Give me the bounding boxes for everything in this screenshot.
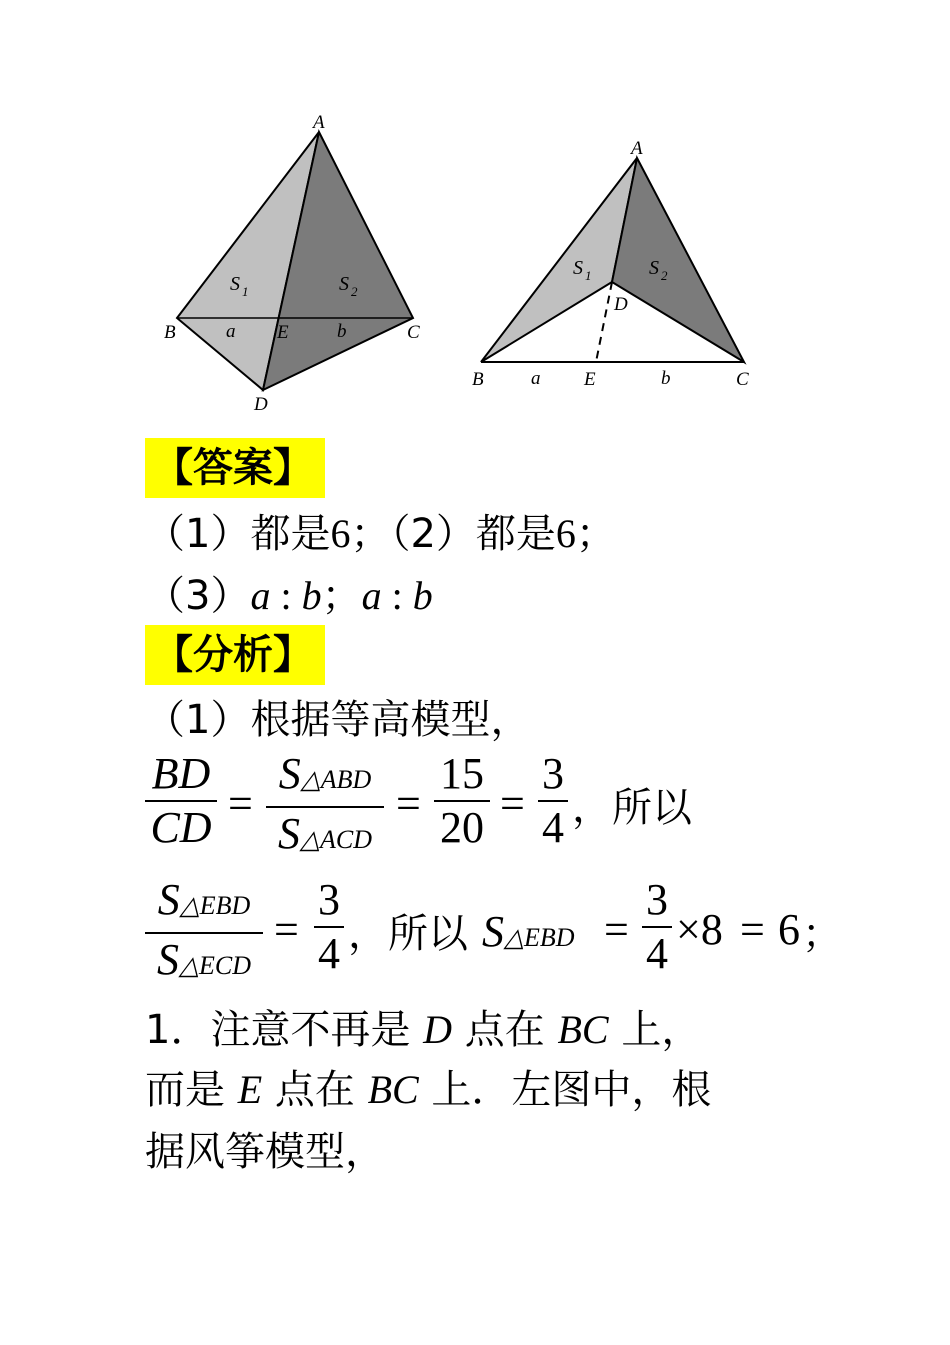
eq2-end: ； [802, 911, 842, 957]
ratio1-colon: : [270, 573, 302, 618]
analysis-line-1: （1）根据等高模型， [145, 697, 531, 743]
label-C: C [407, 322, 420, 343]
answer-heading: 【答案】 [145, 438, 325, 498]
eq1-equals-2: = [396, 779, 421, 828]
eq2-s: S [482, 907, 504, 956]
right-label-B: B [472, 369, 484, 390]
eq1-f2-den-sub: △ACD [300, 825, 372, 854]
answer-l1-v1: 6 [330, 511, 351, 556]
eq1-tail: ，所以 [572, 785, 692, 831]
dashed-segment-de [596, 282, 612, 362]
eq2-f1-den-sub: △ECD [179, 951, 251, 980]
l4-p1: 1．注意不再是 [145, 1007, 424, 1053]
analysis-line-6: 据风筝模型， [145, 1129, 385, 1175]
eq2-f3-den: 4 [646, 929, 668, 978]
answer-l1-v2: 6 [555, 511, 576, 556]
ratio2-b: b [412, 573, 433, 618]
label-a: a [226, 321, 236, 342]
eq2-f1-num-sub: △EBD [179, 891, 251, 920]
l4-p3: 上， [608, 1007, 702, 1053]
right-label-s2: S [649, 257, 659, 279]
eq2-frac-3-4-b [642, 874, 672, 980]
label-s2-sub: 2 [351, 284, 358, 299]
eq2-times-8: ×8 [676, 905, 723, 954]
l5-p1: 而是 [145, 1067, 238, 1113]
right-label-s1: S [573, 257, 583, 279]
eq2-equals-1: = [274, 905, 299, 954]
eq1-f3-num: 15 [440, 749, 484, 798]
analysis-heading: 【分析】 [145, 625, 325, 685]
eq2-f3-num: 3 [646, 875, 668, 924]
analysis-line-5 [145, 1062, 711, 1118]
eq1-f2-num-sub: △ABD [300, 765, 372, 794]
label-b: b [337, 321, 347, 342]
eq1-f2-num-s: S [278, 749, 301, 798]
eq2-equals-2: = [604, 905, 629, 954]
answer-line-2 [145, 568, 433, 624]
answer-l2-p1: （3） [145, 573, 251, 619]
answer-l1-p3: ； [575, 511, 616, 557]
l5-p3: 上．左图中，根 [418, 1067, 712, 1113]
l5-p2: 点在 [262, 1067, 368, 1113]
eq2-f2-num: 3 [318, 875, 340, 924]
eq1-f1-den: CD [150, 803, 212, 852]
right-label-b: b [661, 368, 671, 389]
right-label-A: A [631, 138, 643, 159]
eq2-frac-3-4 [314, 874, 344, 980]
ratio2-a: a [361, 573, 382, 618]
l4-D: D [423, 1007, 453, 1052]
eq2-result: 6 [778, 905, 800, 954]
label-A: A [313, 112, 325, 133]
ratio1-a: a [250, 573, 271, 618]
answer-l1-p2: ；（2）都是 [350, 511, 556, 557]
l4-p2: 点在 [452, 1007, 558, 1053]
eq2-equals-3: = [740, 905, 765, 954]
right-label-s2-sub: 2 [661, 268, 668, 283]
eq2-frac-area [145, 874, 263, 992]
eq2-s-sub: △EBD [504, 923, 575, 952]
eq1-frac-3-4 [538, 748, 568, 854]
l4-BC: BC [557, 1007, 609, 1052]
right-label-C: C [736, 369, 749, 390]
l5-BC: BC [367, 1067, 419, 1112]
ratio2-colon: : [381, 573, 413, 618]
eq1-equals-1: = [228, 779, 253, 828]
right-label-s1-sub: 1 [585, 268, 592, 283]
left-triangle-figure [0, 0, 950, 420]
eq2-mid: ，所以 [348, 911, 468, 957]
eq1-equals-3: = [500, 779, 525, 828]
answer-l2-sep: ； [321, 573, 362, 619]
eq1-f4-num: 3 [542, 749, 564, 798]
label-B: B [164, 322, 176, 343]
eq1-frac-15-20 [434, 748, 490, 854]
label-D: D [254, 394, 268, 415]
eq1-frac-bd-cd [145, 748, 217, 854]
right-fig-right-face-s2 [612, 158, 744, 362]
label-s2: S [339, 273, 349, 295]
label-s1-sub: 1 [242, 284, 249, 299]
eq1-f1-num: BD [151, 749, 211, 798]
answer-line-1 [145, 506, 616, 562]
right-label-E: E [584, 369, 596, 390]
eq2-f2-den: 4 [318, 929, 340, 978]
eq1-f4-den: 4 [542, 803, 564, 852]
eq1-frac-area [266, 748, 384, 866]
right-fig-left-face-s1 [481, 158, 637, 362]
eq2-f1-num-s: S [157, 875, 180, 924]
answer-l1-p1: （1）都是 [145, 511, 331, 557]
eq1-f2-den-s: S [278, 809, 300, 858]
eq1-f3-den: 20 [440, 803, 484, 852]
ratio1-b: b [301, 573, 322, 618]
analysis-line-4 [145, 1002, 701, 1058]
right-label-D: D [614, 294, 628, 315]
label-s1: S [230, 273, 240, 295]
right-label-a: a [531, 368, 541, 389]
eq2-s-term [482, 906, 575, 957]
label-E: E [277, 322, 289, 343]
l5-E: E [237, 1067, 263, 1112]
eq2-f1-den-s: S [157, 935, 179, 984]
